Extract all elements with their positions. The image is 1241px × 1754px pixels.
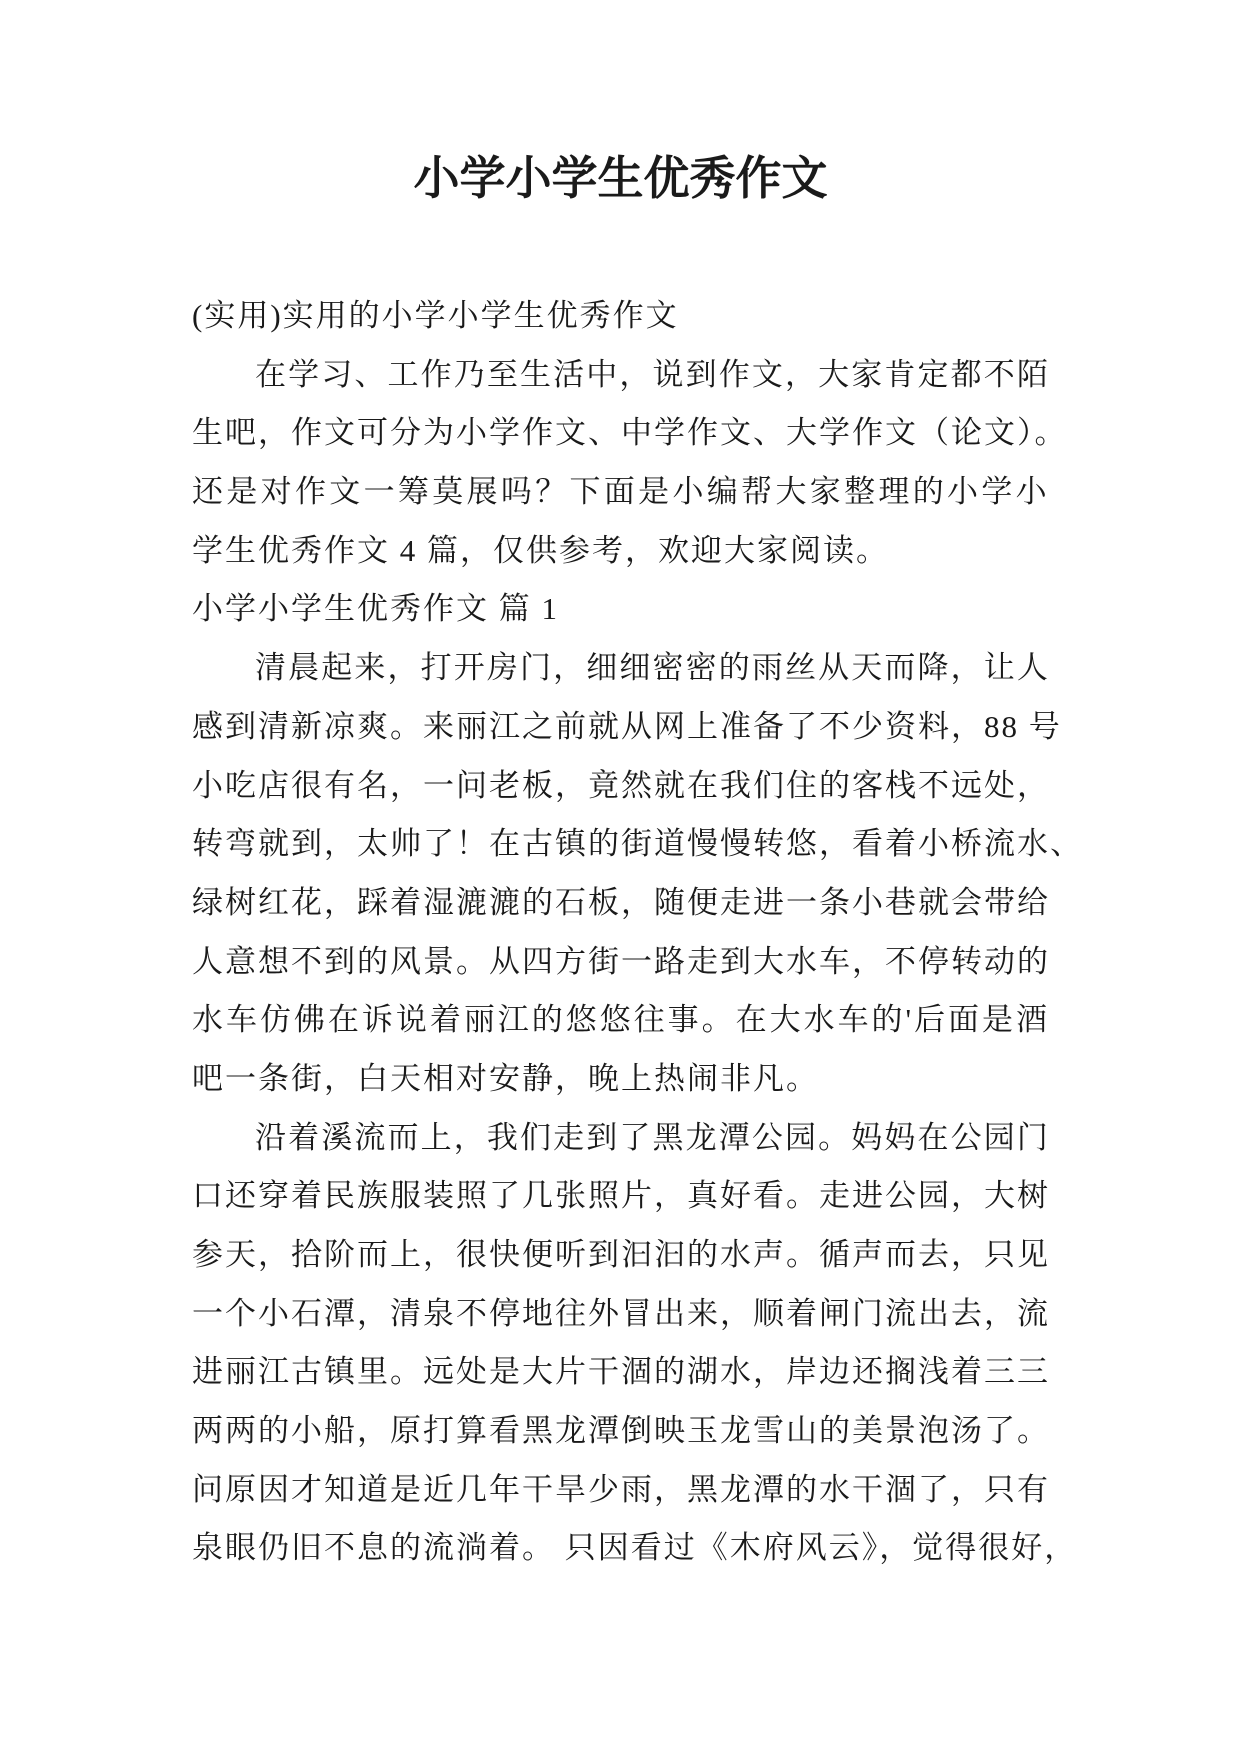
paragraph-line: 转弯就到，太帅了！在古镇的街道慢慢转悠，看着小桥流水、	[192, 826, 1083, 862]
paragraph-line: 两两的小船，原打算看黑龙潭倒映玉龙雪山的美景泡汤了。	[192, 1413, 1050, 1449]
essay-paragraph	[192, 1109, 1078, 1579]
paragraph-line: 在学习、工作乃至生活中，说到作文，大家肯定都不陌	[255, 356, 1050, 392]
paragraph-line: 绿树红花，踩着湿漉漉的石板，随便走进一条小巷就会带给	[192, 884, 1050, 920]
paragraph-line: 还是对作文一筹莫展吗？下面是小编帮大家整理的小学小	[192, 474, 1050, 510]
paragraph-line: 感到清新凉爽。来丽江之前就从网上准备了不少资料，88 号	[192, 708, 1062, 744]
paragraph-line: 清晨起来，打开房门，细细密密的雨丝从天而降，让人	[255, 650, 1050, 686]
paragraph-line: 一个小石潭，清泉不停地往外冒出来，顺着闸门流出去，流	[192, 1295, 1050, 1331]
paragraph-line: 水车仿佛在诉说着丽江的悠悠往事。在大水车的'后面是酒	[192, 1002, 1050, 1038]
paragraph-line: 吧一条街，白天相对安静，晚上热闹非凡。	[192, 1060, 819, 1096]
paragraph-line: 学生优秀作文 4 篇，仅供参考，欢迎大家阅读。	[192, 532, 889, 568]
paragraph-line: 问原因才知道是近几年干旱少雨，黑龙潭的水干涸了，只有	[192, 1471, 1050, 1507]
paragraph-line: 生吧，作文可分为小学作文、中学作文、大学作文（论文）。	[192, 415, 1068, 451]
paragraph-line: 泉眼仍旧不息的流淌着。 只因看过《木府风云》，觉得很好，	[192, 1530, 1078, 1566]
paragraph-line: 口还穿着民族服装照了几张照片，真好看。走进公园，大树	[192, 1178, 1050, 1214]
essay-paragraph	[192, 639, 1083, 1109]
section-heading: 小学小学生优秀作文 篇 1	[192, 591, 559, 627]
intro-paragraph	[192, 346, 1068, 581]
paragraph-line: 沿着溪流而上，我们走到了黑龙潭公园。妈妈在公园门	[255, 1119, 1050, 1155]
document-title: 小学小学生优秀作文	[413, 153, 828, 204]
document-subtitle: (实用)实用的小学小学生优秀作文	[192, 298, 679, 333]
paragraph-line: 进丽江古镇里。远处是大片干涸的湖水，岸边还搁浅着三三	[192, 1354, 1050, 1390]
paragraph-line: 小吃店很有名，一问老板，竟然就在我们住的客栈不远处，	[192, 767, 1050, 803]
document-body	[192, 287, 1083, 1578]
paragraph-line: 人意想不到的风景。从四方街一路走到大水车，不停转动的	[192, 943, 1050, 979]
paragraph-line: 参天，拾阶而上，很快便听到汩汩的水声。循声而去，只见	[192, 1237, 1050, 1272]
